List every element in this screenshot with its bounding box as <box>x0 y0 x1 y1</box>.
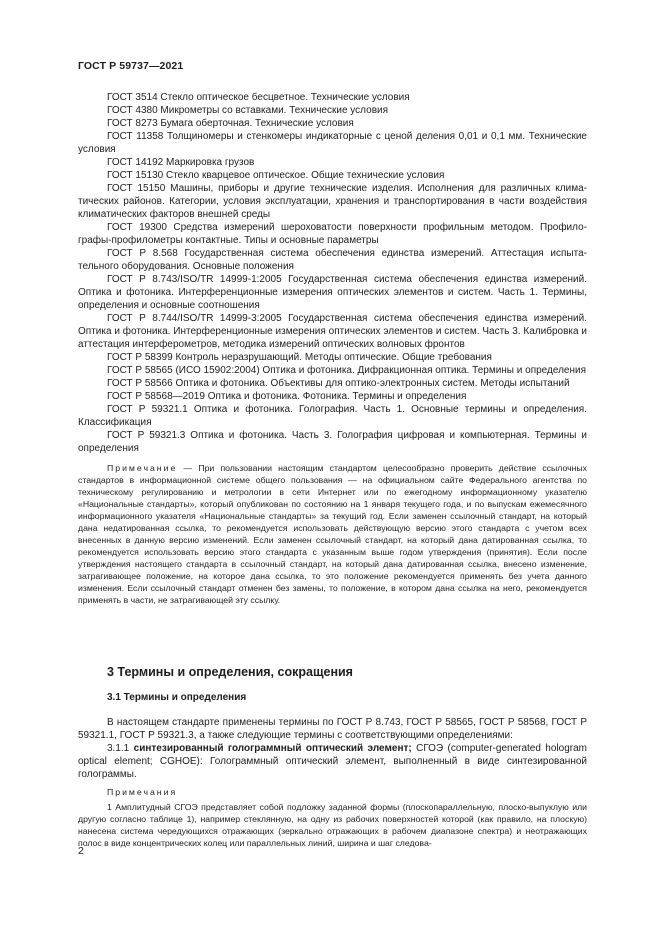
term-definition <box>78 742 587 781</box>
reference-item: ГОСТ Р 58565 (ИСО 15902:2004) Оптика и фотоника. Дифракционная оптика. Термины и определения <box>107 365 586 376</box>
normative-references-list <box>78 91 587 455</box>
reference-item: ГОСТ Р 59321.3 Оптика и фотоника. Часть 3. Голография цифровая и компьютерная. Термины и определения <box>78 430 587 454</box>
reference-item: ГОСТ Р 8.744/ISO/TR 14999-3:2005 Государственная система обеспечения единства измерений. Оптика и фотоника. Интерференционные измерения оптических элементов и систем. Часть 3. Калибровка и аттестация интерферометров, методика измерений оптических волновых фронтов <box>78 313 587 350</box>
reference-item: ГОСТ 3514 Стекло оптическое бесцветное. Технические условия <box>107 92 410 103</box>
reference-item: ГОСТ 8273 Бумага оберточная. Технические условия <box>107 118 354 129</box>
section-intro: В настоящем стандарте применены термины по ГОСТ Р 8.743, ГОСТ Р 58565, ГОСТ Р 58568, ГОСТ Р 59321.1, ГОСТ Р 59321.3, а также следующие термины с соответствующими определениями: <box>78 717 587 741</box>
reference-item: ГОСТ Р 8.568 Государственная система обеспечения единства измерений. Аттестация испытательного оборудования. Основные положения <box>78 248 587 272</box>
reference-item: ГОСТ 15150 Машины, приборы и другие технические изделия. Исполнения для различных климатических районов. Категории, условия эксплуатации, хранения и транспортирования в части воздействия климатических факторов внешней среды <box>78 183 587 220</box>
note-text: — При пользовании настоящим стандартом целесообразно проверить действие ссылочных стандартов в информационной системе общего пользования — на официальном сайте Федерального агентства по техническому регулированию и метрологии в сети Интернет или по ежегодному информационному указателю «Национальные стандарты», который опубликован по состоянию на 1 января текущего года, и по выпускам ежемесячного информационного указателя «Национальные стандарты» за текущий год. Если заменен ссылочный стандарт, на который дана недатированная ссылка, то рекомендуется использовать действующую версию этого стандарта с учетом всех внесенных в данную версию изменений. Если заменен ссылочный стандарт, на который дана датированная ссылка, то рекомендуется использовать версию этого стандарта с указанным выше годом утверждения (принятия). Если после утверждения настоящего стандарта в ссылочный стандарт, на который дана датированная ссылка, внесено изменение, затрагивающее положение, на которое дана ссылка, то это положение рекомендуется применять без учета данного изменения. Если ссылочный стандарт отменен без замены, то положение, в котором дана ссылка на него, рекомендуется применять в части, не затрагивающей эту ссылку. <box>78 463 587 605</box>
term-name: синтезированный голограммный оптический элемент; <box>133 743 412 754</box>
references-note <box>78 462 587 606</box>
subsection-3-1-title: 3.1 Термины и определения <box>107 692 247 703</box>
page-number: 2 <box>78 845 84 857</box>
reference-item: ГОСТ 14192 Маркировка грузов <box>107 157 255 168</box>
reference-item: ГОСТ 19300 Средства измерений шероховатости поверхности профильным методом. Профилографы-профилометры контактные. Типы и основные параметры <box>78 222 587 246</box>
page-content <box>78 91 587 848</box>
document-header: ГОСТ Р 59737—2021 <box>78 60 184 72</box>
reference-item: ГОСТ Р 58566 Оптика и фотоника. Объективы для оптико-электронных систем. Методы испытаний <box>107 378 570 389</box>
reference-item: ГОСТ Р 58399 Контроль неразрушающий. Методы оптические. Общие требования <box>107 352 492 363</box>
reference-item: ГОСТ 4380 Микрометры со вставками. Технические условия <box>107 105 389 116</box>
reference-item: ГОСТ Р 8.743/ISO/TR 14999-1:2005 Государственная система обеспечения единства измерений. Оптика и фотоника. Интерференционные измерения оптических элементов и систем. Часть 1. Термины, определения и основные соотношения <box>78 274 587 311</box>
section-3-title: 3 Термины и определения, сокращения <box>107 665 353 679</box>
reference-item: ГОСТ Р 58568—2019 Оптика и фотоника. Фотоника. Термины и определения <box>107 391 467 402</box>
reference-item: ГОСТ 11358 Толщиномеры и стенкомеры индикаторные с ценой деления 0,01 и 0,1 мм. Технические условия <box>78 131 587 155</box>
note-label: Примечание <box>107 463 178 473</box>
term-number: 3.1.1 <box>107 743 134 754</box>
subsection-3-1-body <box>78 716 587 849</box>
reference-item: ГОСТ 15130 Стекло кварцевое оптическое. Общие технические условия <box>107 170 445 181</box>
notes-label: Примечания <box>107 787 178 797</box>
term-text: СГОЭ (computer-generated hologram optical element; CGHOE): Голограммный оптический элемент, выполненный в виде синтезированной голограммы. <box>78 743 587 780</box>
reference-item: ГОСТ Р 59321.1 Оптика и фотоника. Голография. Часть 1. Основные термины и определения. Классификация <box>78 404 587 428</box>
term-note-1: 1 Амплитудный СГОЭ представляет собой подложку заданной формы (плоскопараллельную, плоско-выпуклую или другую согласно таблице 1), например стеклянную, на одну из рабочих поверхностей которой (как правило, на плоскую) нанесена система чередующихся отражающих (зеркально отражающих в рабочем диапазоне спектра) и неотражающих полос в виде концентрических колец или параллельных линий, ширина и шаг следова- <box>78 802 587 848</box>
